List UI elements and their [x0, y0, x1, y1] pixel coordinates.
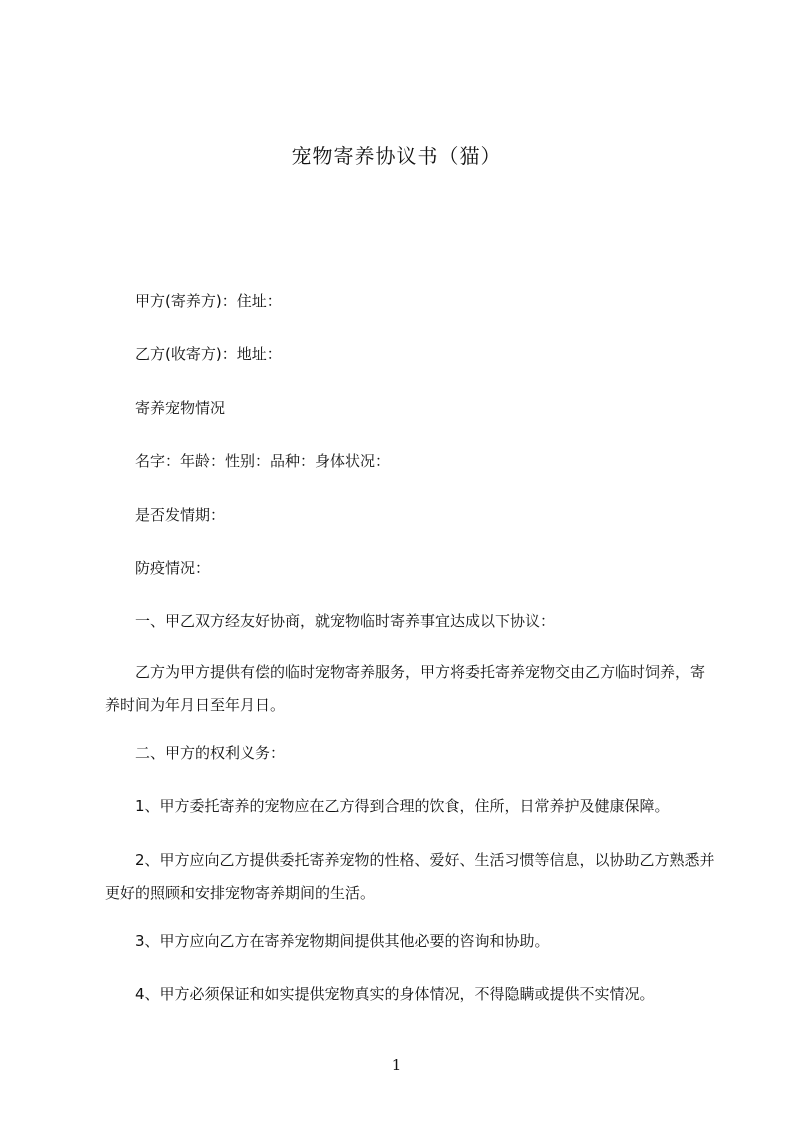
section-1-heading: 一、甲乙双方经友好协商，就宠物临时寄养事宜达成以下协议： [135, 612, 556, 630]
section-2-heading: 二、甲方的权利义务： [135, 744, 286, 762]
section-1-body: 乙方为甲方提供有偿的临时宠物寄养服务，甲方将委托寄养宠物交由乙方临时饲养，寄养时间为年月日至年月日。 [105, 663, 706, 714]
pet-fields-line: 名字：年龄：性别：品种：身体状况： [135, 452, 391, 470]
section-2-item-4: 4、甲方必须保证和如实提供宠物真实的身体情况，不得隐瞒或提供不实情况。 [135, 985, 655, 1003]
section-2-item-2: 2、甲方应向乙方提供委托寄养宠物的性格、爱好、生活习惯等信息，以协助乙方熟悉并更好的照顾和安排宠物寄养期间的生活。 [105, 851, 715, 902]
party-a-line: 甲方(寄养方)：住址： [135, 292, 282, 310]
document-title: 宠物寄养协议书（猫） [291, 144, 502, 168]
section-2-item-1: 1、甲方委托寄养的宠物应在乙方得到合理的饮食，住所，日常养护及健康保障。 [135, 797, 670, 815]
section-2-item-3: 3、甲方应向乙方在寄养宠物期间提供其他必要的咨询和协助。 [135, 932, 550, 950]
page-number: 1 [391, 1056, 402, 1074]
estrus-line: 是否发情期： [135, 506, 226, 524]
pet-info-heading: 寄养宠物情况 [135, 399, 226, 417]
party-b-line: 乙方(收寄方)：地址： [135, 345, 282, 363]
vaccination-line: 防疫情况： [135, 559, 211, 577]
